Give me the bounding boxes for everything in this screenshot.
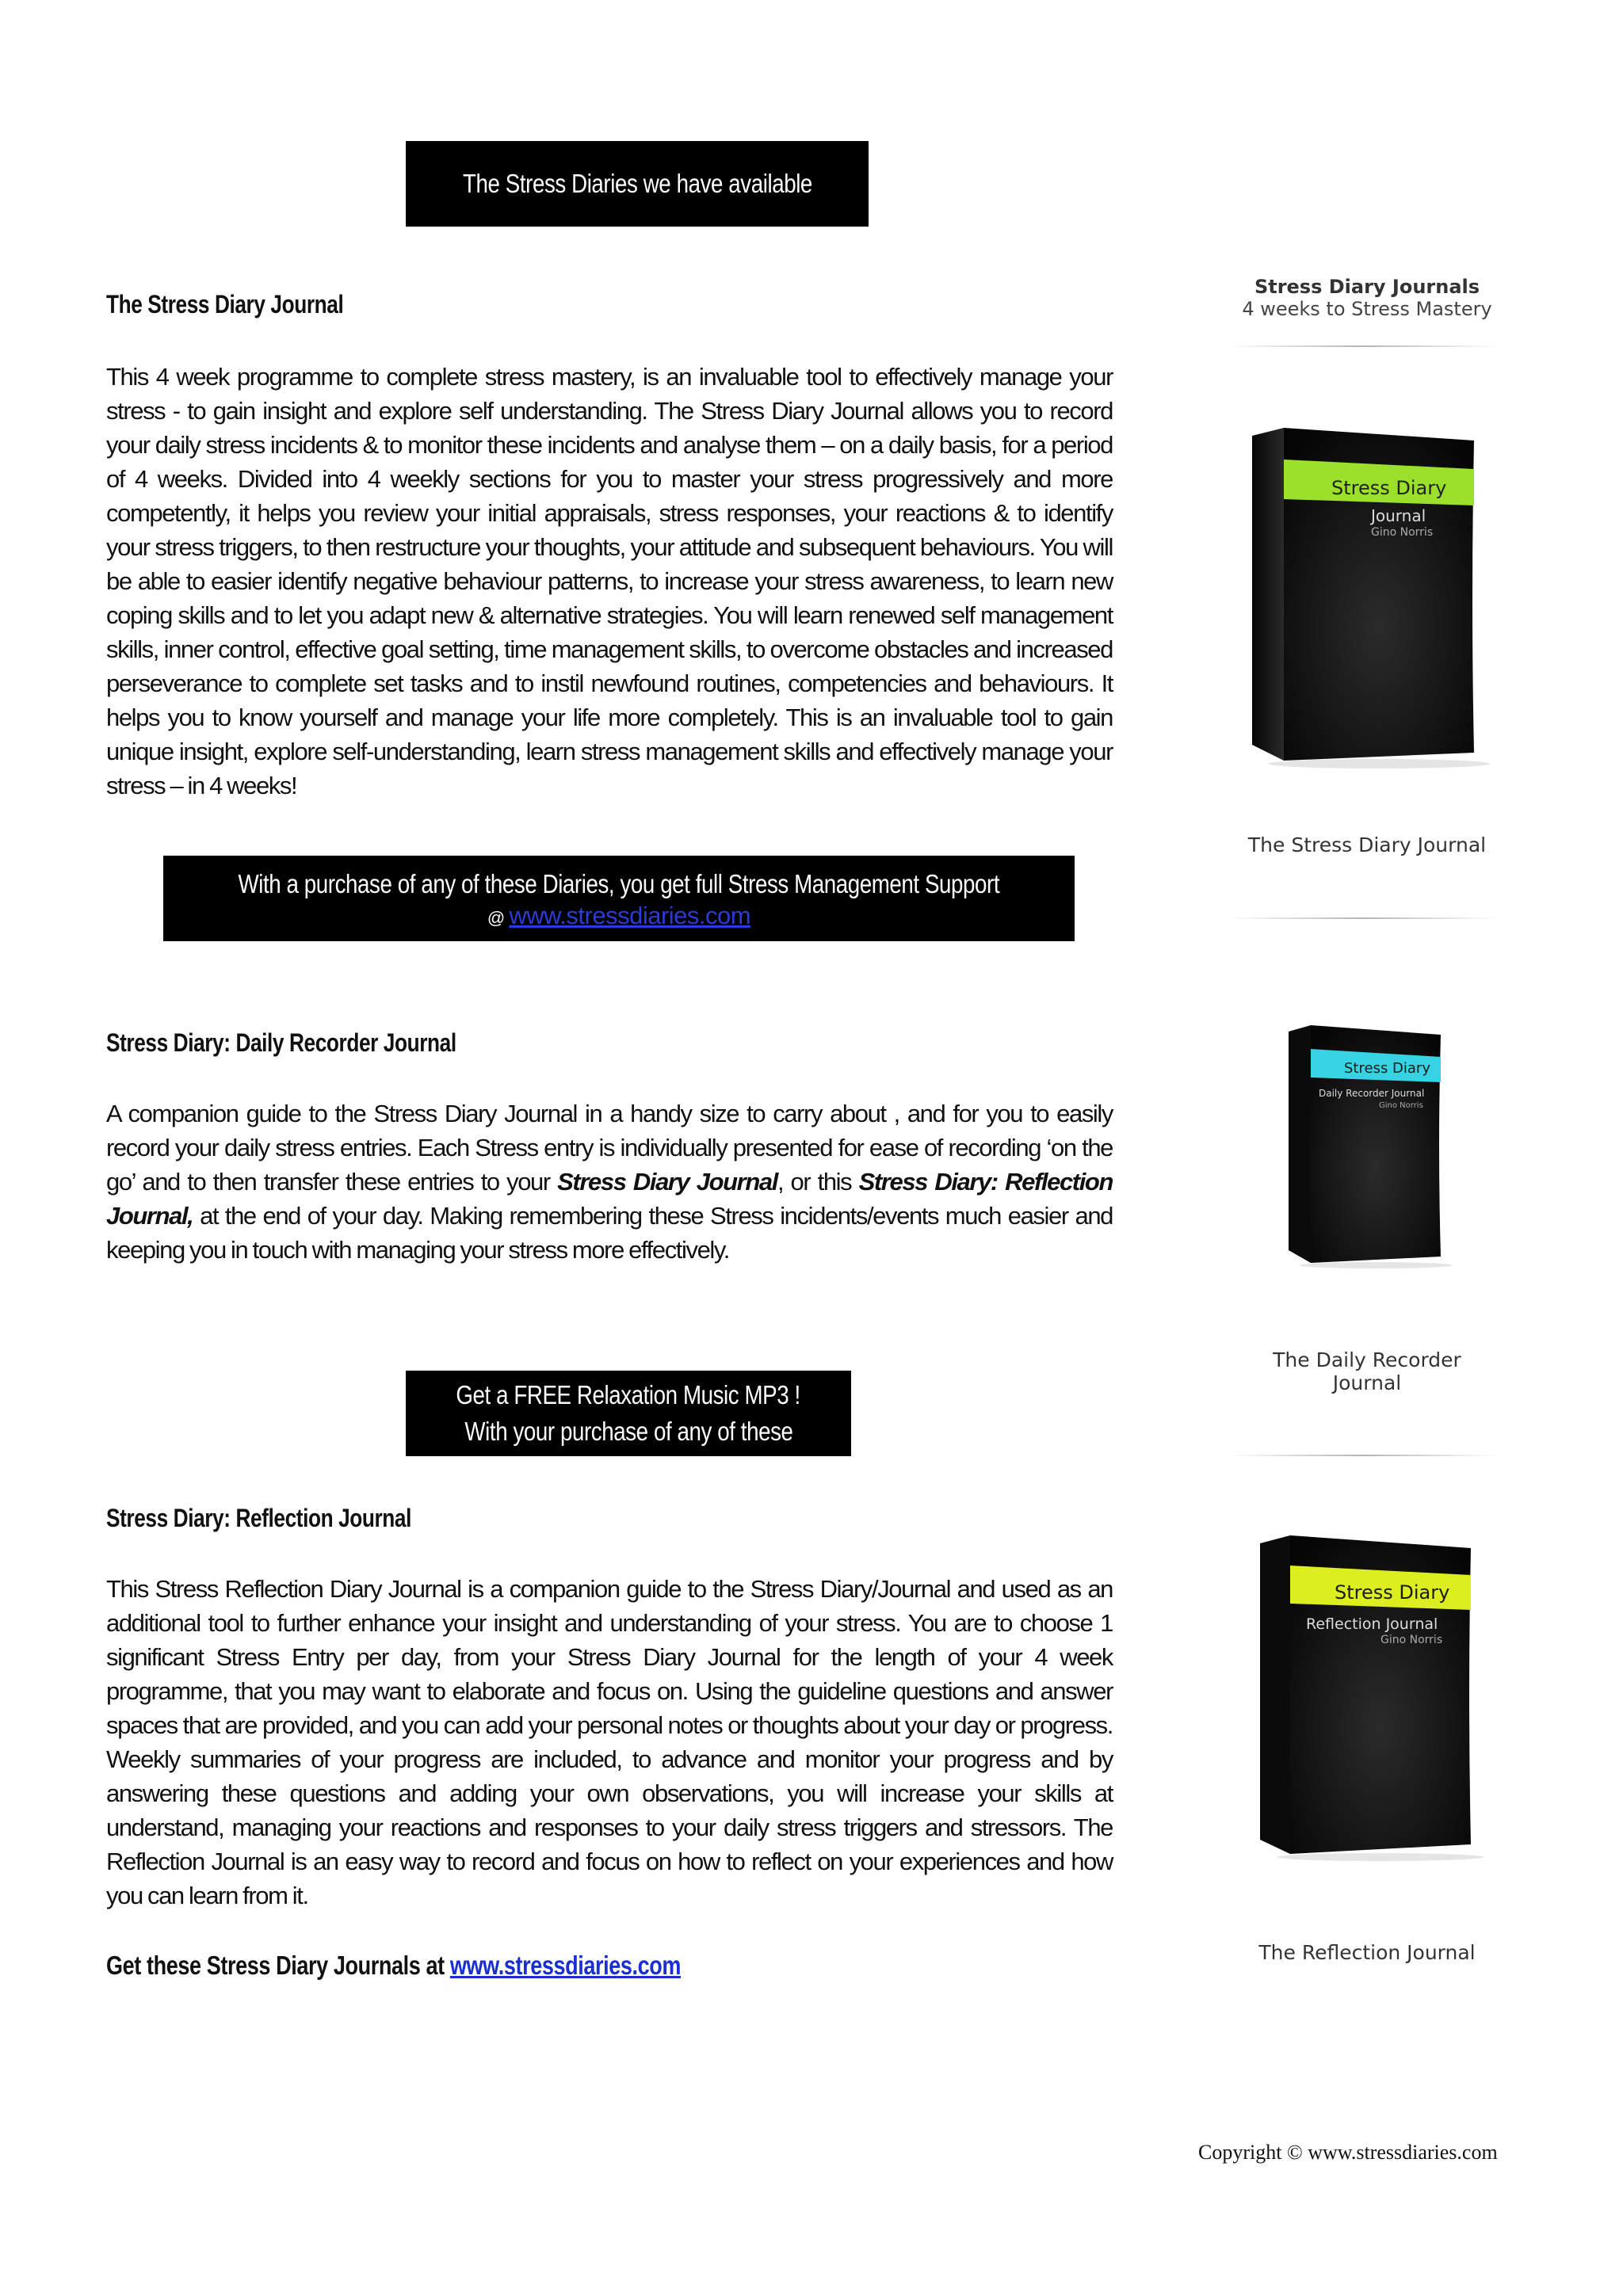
banner-support-link-row — [487, 902, 750, 932]
book-caption-stress-diary-journal: The Stress Diary Journal — [1247, 833, 1487, 856]
book-cover-reflection — [1246, 1529, 1484, 1862]
daily-recorder-text-a: A companion guide to the Stress Diary Journal in a handy size to carry about , and for you to easily record your daily stress entries. Each Stress entry is individually presented for ease of recording ‘on the go’ and to then transfer these entries to your — [106, 1100, 1113, 1196]
section-body-reflection: This Stress Reflection Diary Journal is a companion guide to the Stress Diary/Journal and used as an additional tool to further enhance your insight and understanding of your stress. You are to choose 1 significant Stress Entry per day, from your Stress Diary Journal for the length of your 4 week programme, that you may want to elaborate and focus on. Using the guideline questions and answer spaces that are provided, and you can add your personal notes or thoughts about your day or progress. Weekly summaries of your progress are included, to advance and monitor your progress and by answering these questions and adding your own observations, you will increase your skills at understand, managing your reactions and responses to your daily stress triggers and stressors. The Reflection Journal is an easy way to record and focus on how to reflect on your experiences and how you can learn from it. — [106, 1575, 1113, 1909]
banner-support — [163, 856, 1075, 941]
sidebar-title-line1: Stress Diary Journals — [1254, 276, 1480, 298]
book-caption-reflection: The Reflection Journal — [1258, 1941, 1476, 1964]
cta-text: Get these Stress Diary Journals at — [106, 1951, 450, 1980]
sidebar-divider-3 — [1228, 1455, 1498, 1456]
book1-cover-sub: Journal — [1371, 506, 1426, 525]
book3-cover-title: Stress Diary — [1335, 1581, 1450, 1604]
section-body-daily-recorder — [106, 1097, 1113, 1267]
at-symbol: @ — [487, 907, 510, 928]
section-heading-daily-recorder: Stress Diary: Daily Recorder Journal — [106, 1028, 456, 1057]
book-caption-daily-recorder-line1: The Daily Recorder — [1273, 1348, 1461, 1371]
daily-recorder-text-b: , or this — [777, 1168, 859, 1196]
section-heading-stress-diary-journal: The Stress Diary Journal — [106, 290, 344, 318]
sidebar-title-line2: 4 weeks to Stress Mastery — [1242, 298, 1492, 320]
book-caption-daily-recorder — [1220, 1348, 1514, 1394]
banner-support-text: With a purchase of any of these Diaries, you get full Stress Management Support — [238, 868, 1000, 898]
sidebar-divider-1 — [1228, 345, 1498, 347]
book1-cover-title: Stress Diary — [1331, 477, 1447, 499]
book-cover-stress-diary-journal — [1236, 420, 1490, 769]
copyright: Copyright © www.stressdiaries.com — [1198, 2141, 1498, 2164]
section-body-stress-diary-journal: This 4 week programme to complete stress mastery, is an invaluable tool to effectively manage your stress - to gain insight and explore self understanding. The Stress Diary Journal allows you to record your daily stress incidents & to monitor these incidents and analyse them – on a daily basis, for a period of 4 weeks. Divided into 4 weekly sections for you to master your stress progressively and more competently, it helps you review your initial appraisals, stress responses, your reactions & to identify your stress triggers, to then restructure your thoughts, your attitude and subsequent behaviours. You will be able to easier identify negative behaviour patterns, to increase your stress awareness, to learn new coping skills and to let you adapt new & alternative strategies. You will learn renewed self management skills, inner control, effective goal setting, time management skills, to overcome obstacles and increased perseverance to complete set tasks and to instil newfound routines, competencies and behaviours. It helps you to know yourself and manage your life more completely. This is an invaluable tool to gain unique insight, explore self-understanding, learn stress management skills and effectively manage your stress – in 4 weeks! — [106, 363, 1113, 799]
get-journals-cta — [106, 1951, 681, 1981]
sidebar-title — [1220, 276, 1514, 320]
sidebar-divider-2 — [1228, 917, 1498, 919]
book2-cover-title: Stress Diary — [1344, 1060, 1430, 1077]
cta-link[interactable]: www.stressdiaries.com — [449, 1951, 682, 1980]
banner-free-line1: Get a FREE Relaxation Music MP3 ! — [456, 1380, 801, 1409]
book-cover-daily-recorder — [1277, 1019, 1452, 1269]
book2-cover-sub: Daily Recorder Journal — [1319, 1088, 1425, 1099]
book2-cover-author: Gino Norris — [1379, 1101, 1423, 1110]
book1-cover-author: Gino Norris — [1371, 526, 1434, 539]
book3-cover-sub: Reflection Journal — [1306, 1615, 1438, 1633]
em-stress-diary-journal: Stress Diary Journal — [557, 1168, 777, 1196]
banner-free-mp3 — [406, 1371, 851, 1456]
book3-cover-author: Gino Norris — [1381, 1634, 1443, 1646]
book-caption-daily-recorder-line2: Journal — [1332, 1371, 1402, 1394]
daily-recorder-text-c: at the end of your day. Making remembering these Stress incidents/events much easier and keeping you in touch with managing your stress more effectively. — [106, 1202, 1113, 1264]
banner-available-diaries — [406, 141, 869, 227]
banner-available-text: The Stress Diaries we have available — [462, 169, 812, 198]
banner-free-line2: With your purchase of any of these — [464, 1417, 793, 1446]
support-link[interactable]: www.stressdiaries.com — [509, 901, 751, 929]
em-reflection-journal: Stress Diary: Reflection Journal, — [106, 1168, 1113, 1230]
section-heading-reflection: Stress Diary: Reflection Journal — [106, 1504, 411, 1532]
